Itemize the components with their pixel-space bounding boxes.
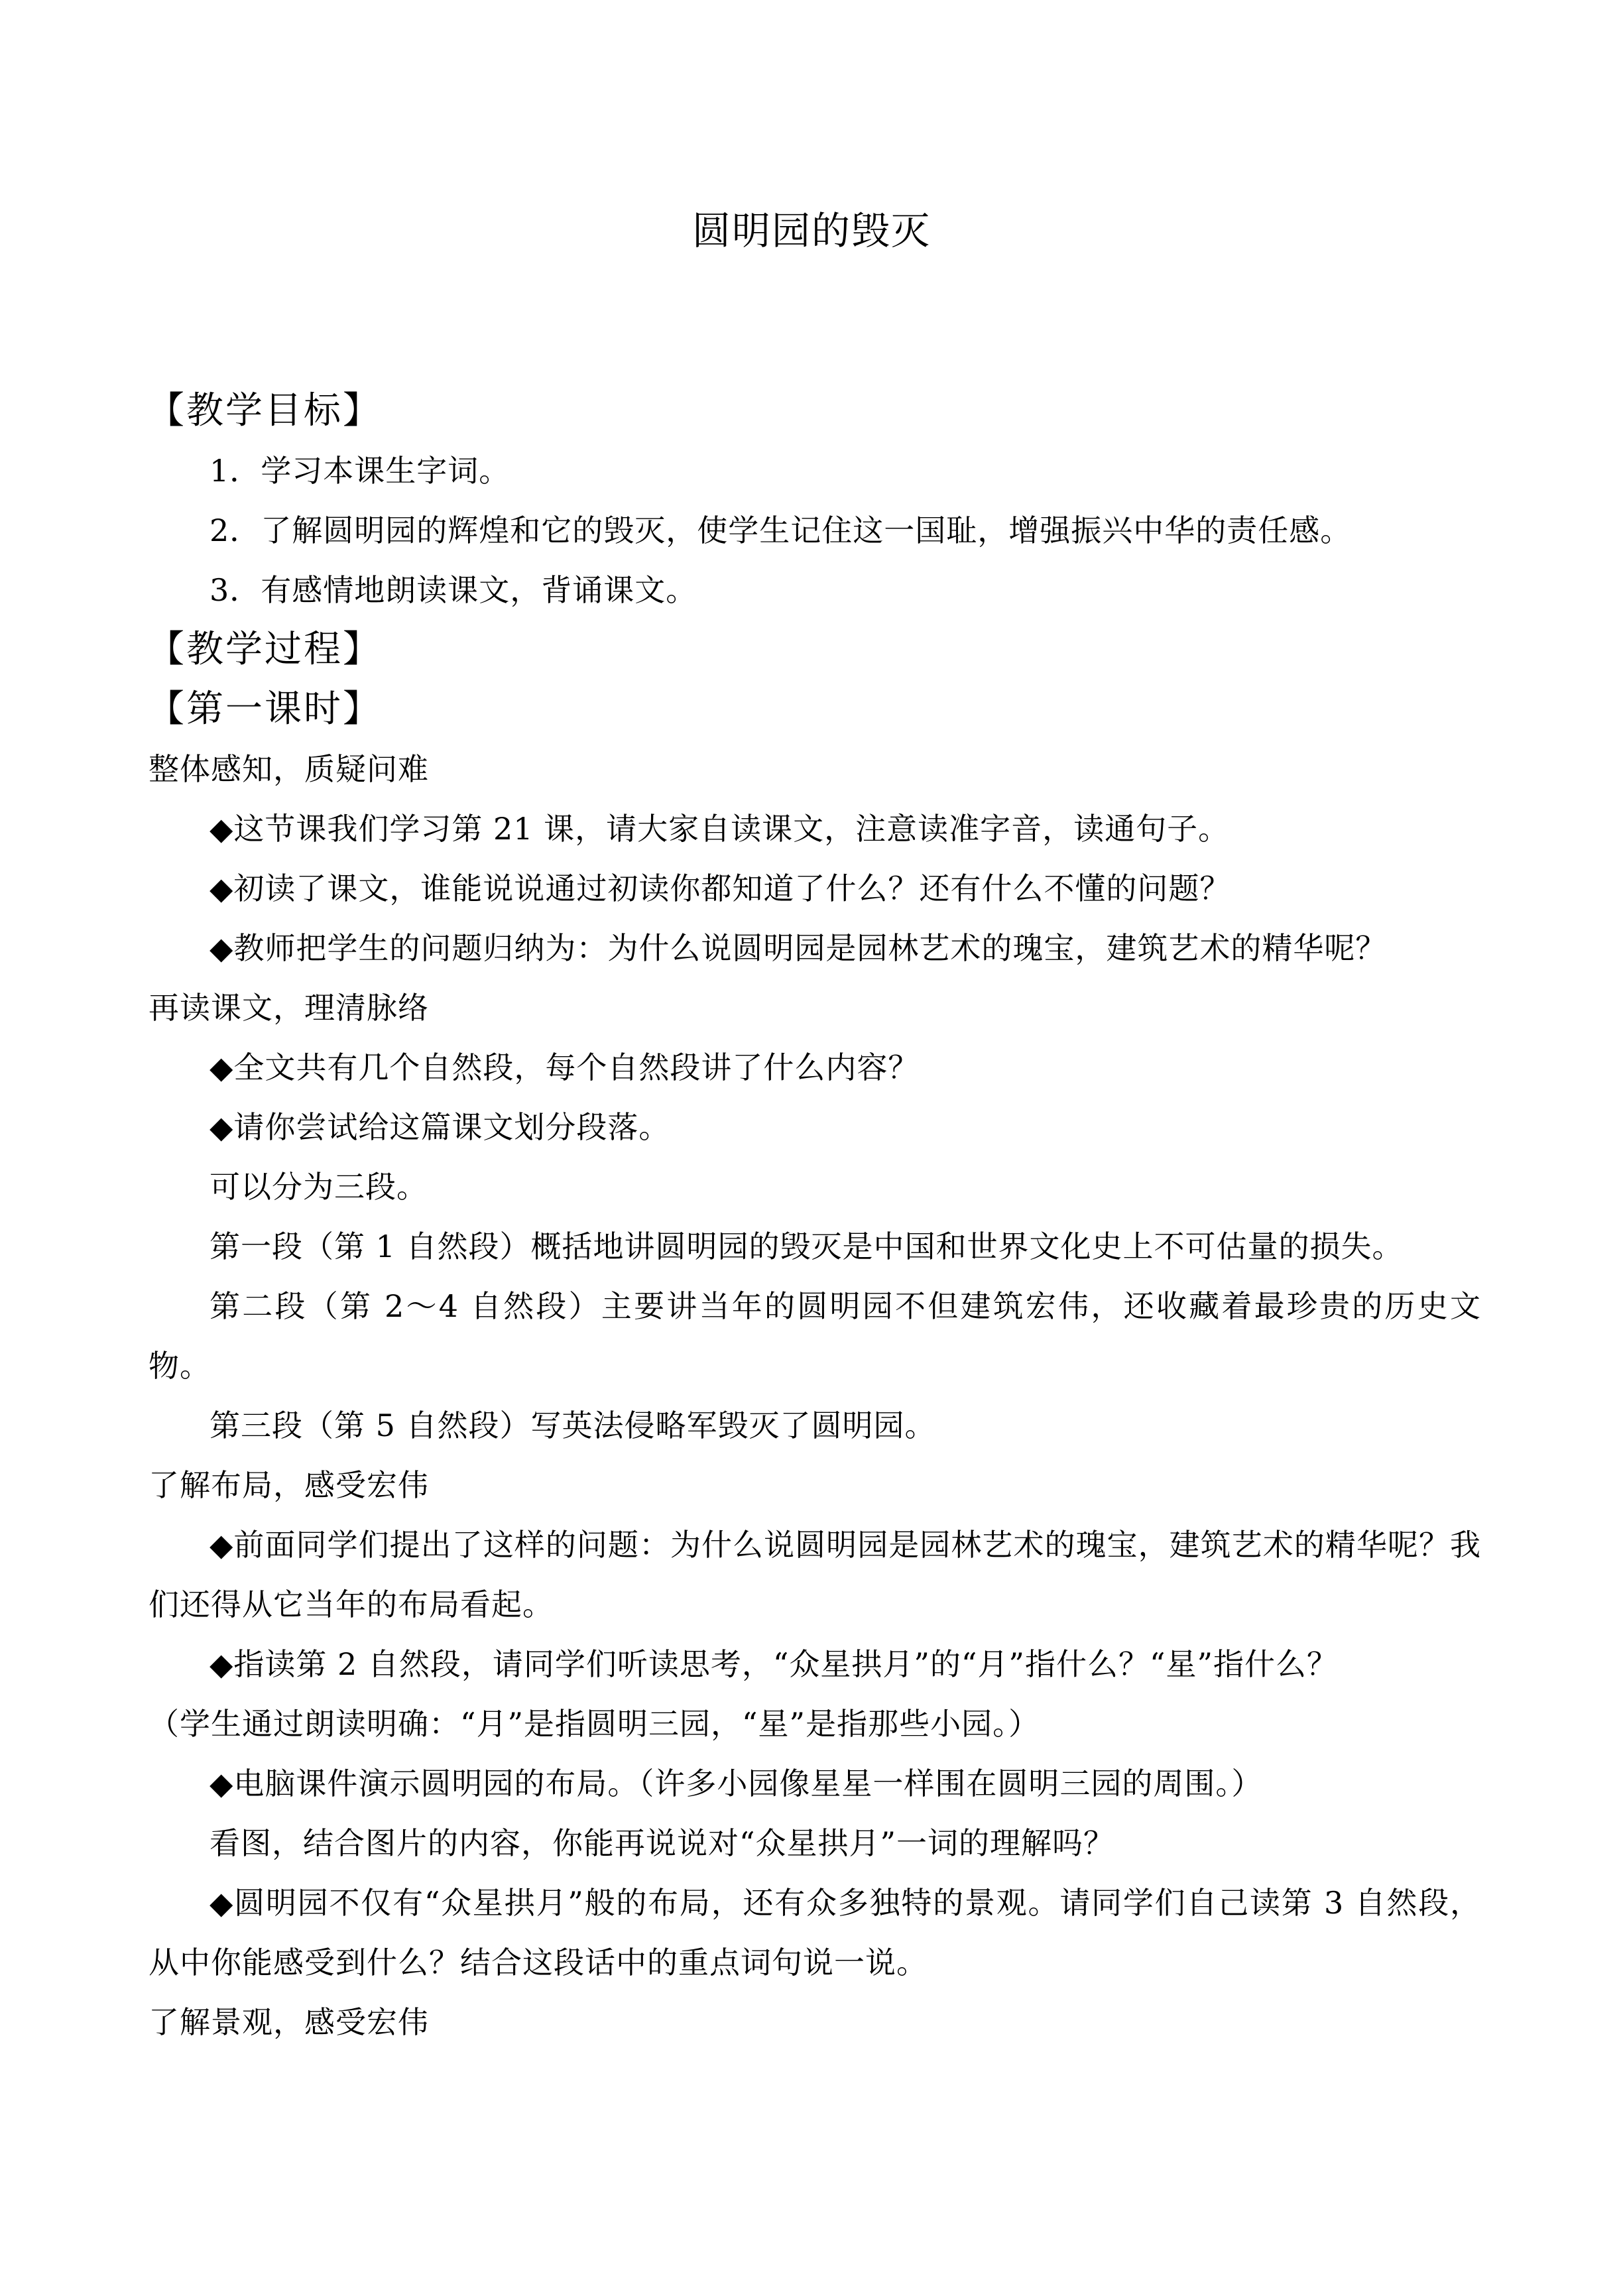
body-paragraph: 第二段（第 2～4 自然段）主要讲当年的圆明园不但建筑宏伟，还收藏着最珍贵的历史文物。 bbox=[149, 1288, 1481, 1384]
body-paragraph: 可以分为三段。 bbox=[210, 1169, 428, 1205]
body-paragraph: ◆前面同学们提出了这样的问题：为什么说圆明园是园林艺术的瑰宝，建筑艺术的精华呢？我们还得从它当年的布局看起。 bbox=[149, 1527, 1481, 1622]
body-paragraph: ◆电脑课件演示圆明园的布局。（许多小园像星星一样围在圆明三园的周围。） bbox=[210, 1766, 1263, 1801]
objective-item: 1．学习本课生字词。 bbox=[210, 453, 511, 489]
body-paragraph: ◆圆明园不仅有“众星拱月”般的布局，还有众多独特的景观。请同学们自己读第 3 自然段，从中你能感受到什么？结合这段话中的重点词句说一说。 bbox=[149, 1885, 1481, 1980]
body-paragraph: ◆教师把学生的问题归纳为：为什么说圆明园是园林艺术的瑰宝，建筑艺术的精华呢？ bbox=[210, 930, 1387, 966]
subsection-title: 整体感知，质疑问难 bbox=[149, 751, 429, 787]
body-paragraph: 看图，结合图片的内容，你能再说说对“众星拱月”一词的理解吗？ bbox=[210, 1825, 1115, 1861]
body-paragraph: ◆指读第 2 自然段，请同学们听读思考，“众星拱月”的“月”指什么？“星”指什么？ bbox=[210, 1646, 1338, 1682]
document-body bbox=[149, 381, 1481, 2052]
section-heading: 【教学目标】 bbox=[147, 389, 382, 432]
objective-item: 2．了解圆明园的辉煌和它的毁灭，使学生记住这一国耻，增强振兴中华的责任感。 bbox=[210, 513, 1352, 548]
subsection-title: 了解布局，感受宏伟 bbox=[149, 1467, 429, 1503]
body-paragraph: ◆这节课我们学习第 21 课，请大家自读课文，注意读准字音，读通句子。 bbox=[210, 811, 1230, 847]
body-paragraph: 第三段（第 5 自然段）写英法侵略军毁灭了圆明园。 bbox=[210, 1408, 936, 1443]
body-paragraph: ◆全文共有几个自然段，每个自然段讲了什么内容？ bbox=[210, 1050, 920, 1085]
body-paragraph: （学生通过朗读明确：“月”是指圆明三园，“星”是指那些小园。） bbox=[149, 1706, 1040, 1742]
section-heading: 【第一课时】 bbox=[147, 688, 382, 731]
subsection-title: 再读课文，理清脉络 bbox=[149, 990, 429, 1026]
body-paragraph: ◆请你尝试给这篇课文划分段落。 bbox=[210, 1109, 670, 1145]
objective-item: 3．有感情地朗读课文，背诵课文。 bbox=[210, 572, 697, 608]
body-paragraph: 第一段（第 1 自然段）概括地讲圆明园的毁灭是中国和世界文化史上不可估量的损失。 bbox=[210, 1229, 1404, 1264]
subsection-title: 了解景观，感受宏伟 bbox=[149, 2004, 429, 2040]
document-title: 圆明园的毁灭 bbox=[691, 208, 931, 253]
body-paragraph: ◆初读了课文，谁能说说通过初读你都知道了什么？还有什么不懂的问题？ bbox=[210, 871, 1231, 906]
section-heading: 【教学过程】 bbox=[147, 628, 382, 671]
